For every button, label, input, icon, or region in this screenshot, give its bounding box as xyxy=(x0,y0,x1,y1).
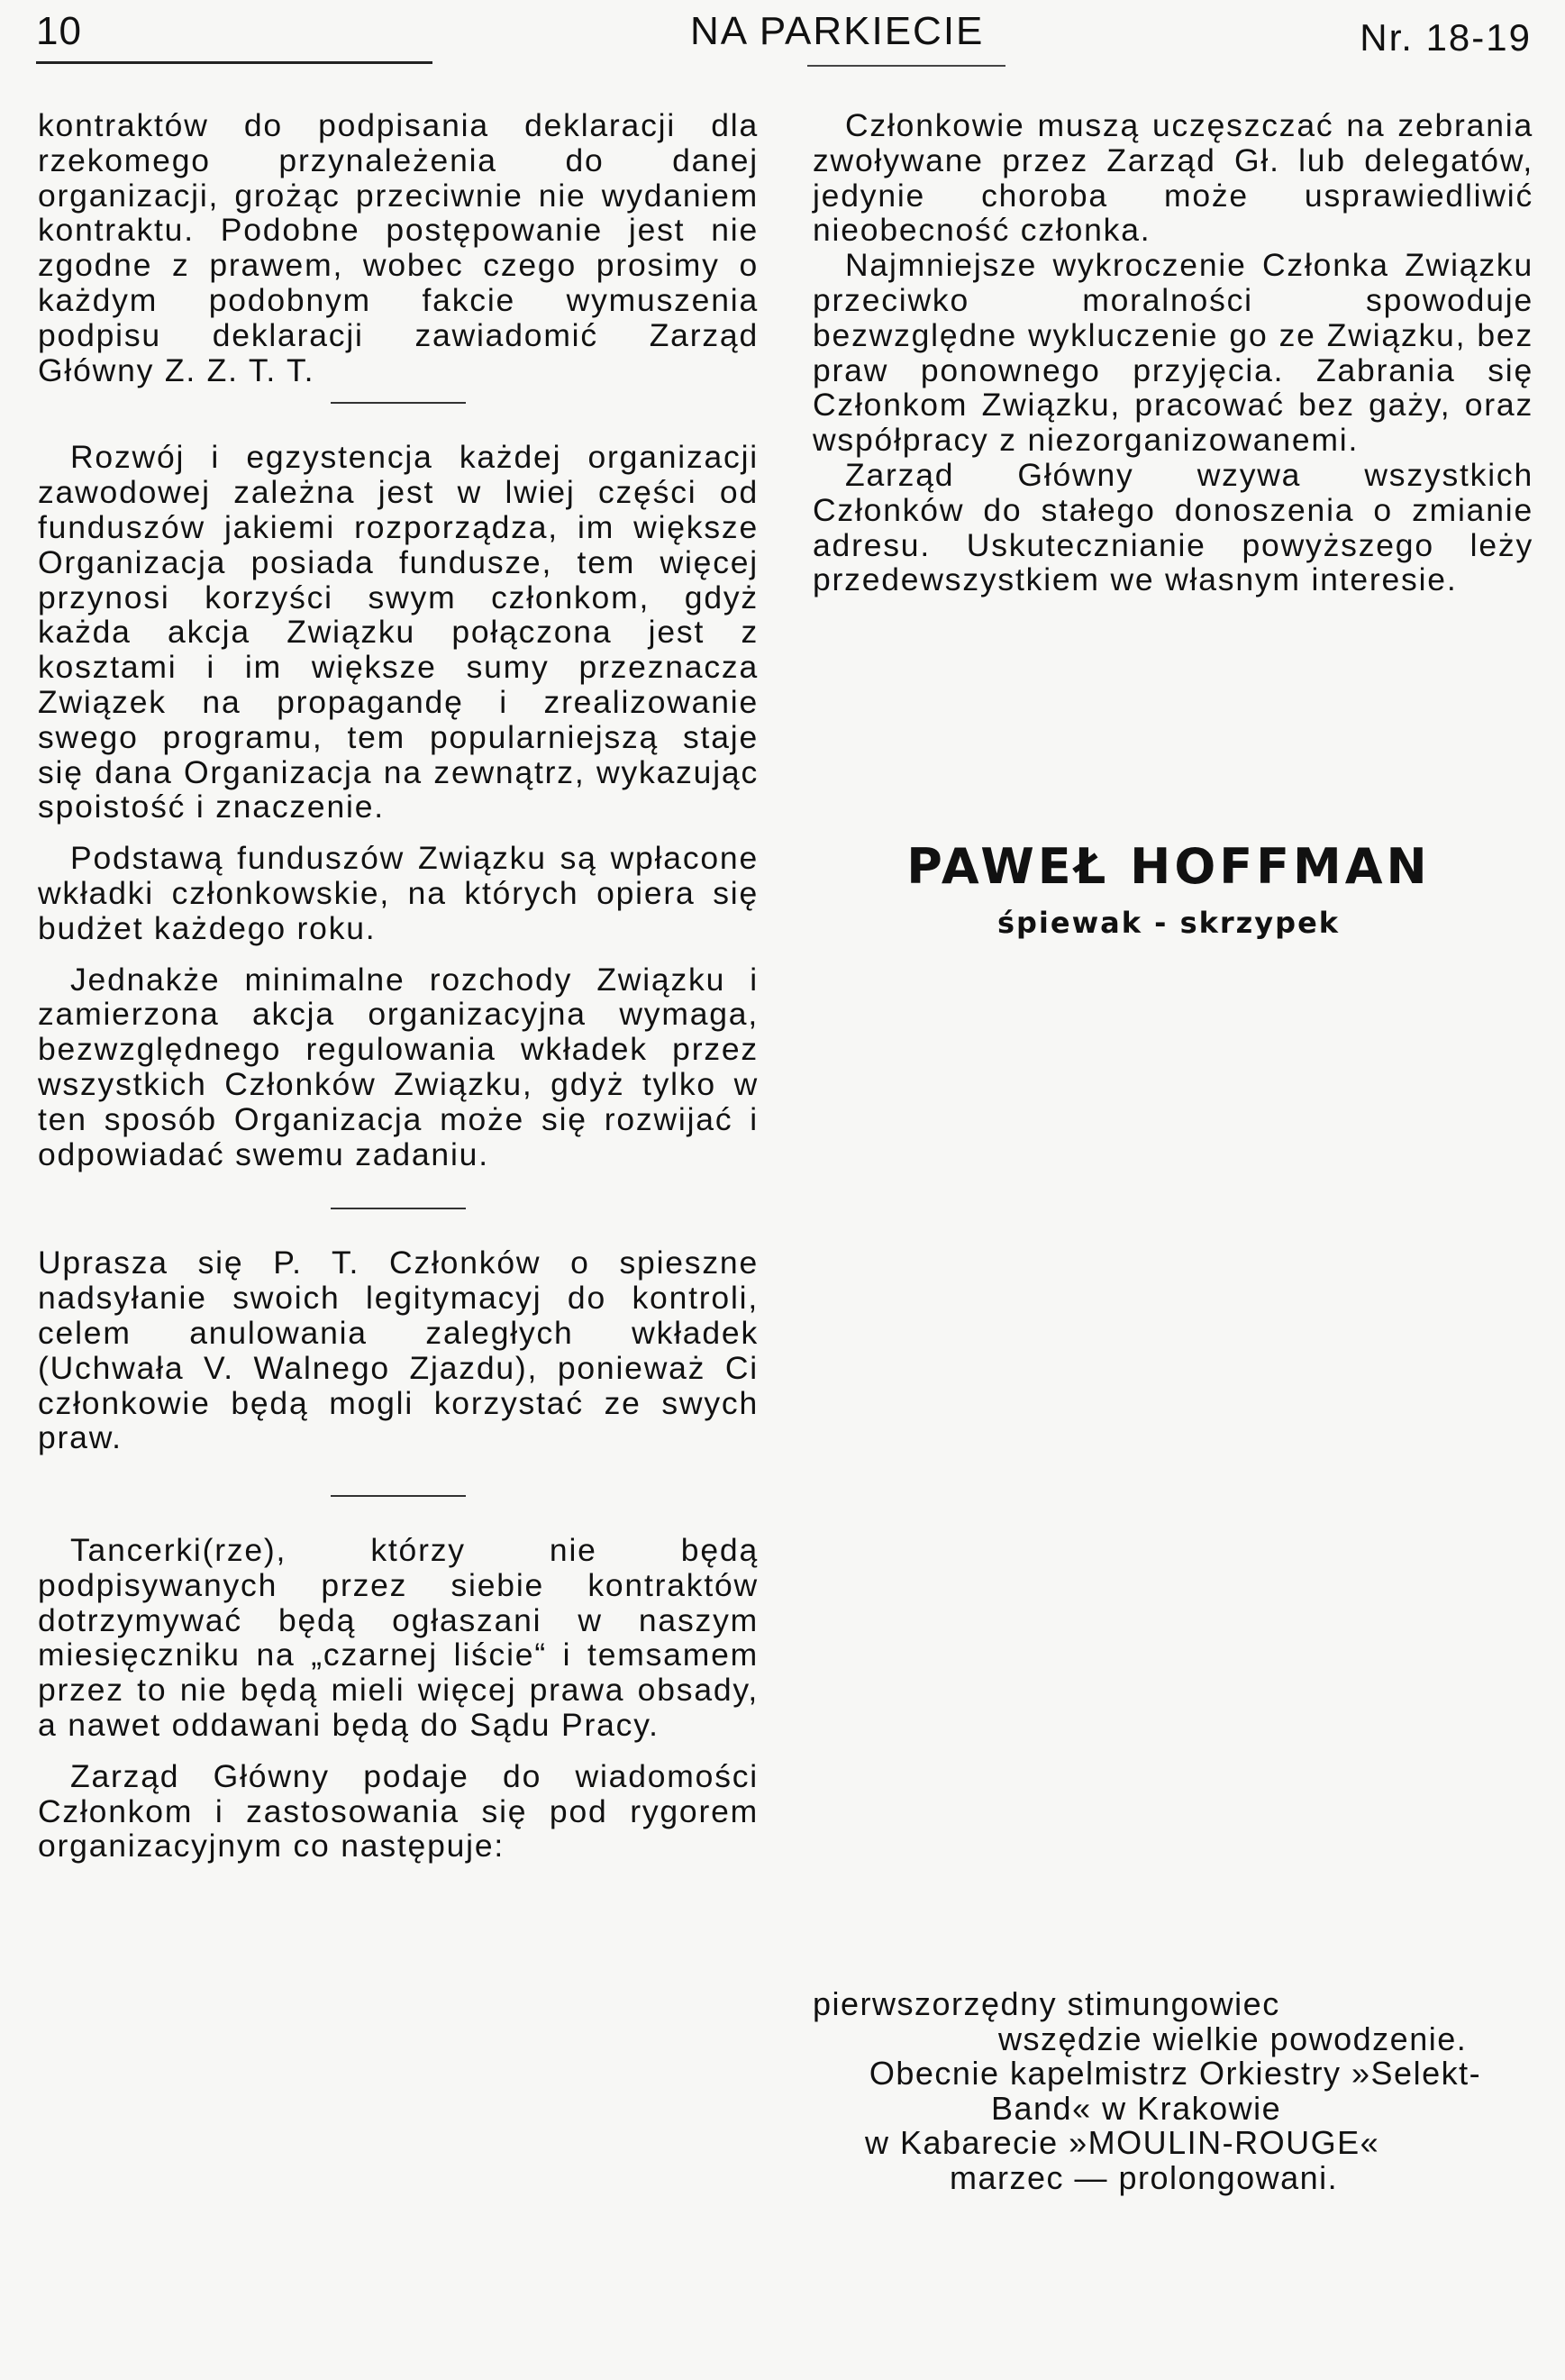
article-paragraph: Członkowie muszą uczęszczać na zebrania zwoływane przez Zarząd Gł. lub delegatów, jedynie choroba może usprawiedliwić nieobecność członka. xyxy=(813,107,1533,249)
advertisement-role: śpiewak - skrzypek xyxy=(996,906,1341,940)
section-separator xyxy=(331,402,466,404)
left-column xyxy=(38,108,759,1864)
article-paragraph: Tancerki(rze), którzy nie będą podpisywanych przez siebie kontraktów dotrzymywać będą ogłaszani w naszym miesięczniku na „czarnej liście“ i temsamem przez to nie będą mieli więcej prawa obsady, a nawet oddawani będą do Sądu Pracy. xyxy=(38,1532,759,1744)
periodical-title: NA PARKIECIE xyxy=(690,9,985,53)
issue-number: Nr. 18-19 xyxy=(1360,16,1532,59)
advertisement-name: PAWEŁ HOFFMAN xyxy=(906,838,1431,895)
article-paragraph: Najmniejsze wykroczenie Członka Związku przeciwko moralności spowoduje bezwzględne wykluczenie go ze Związku, bez praw ponownego przyjęcia. Zabrania się Członkom Związku, pracować bez gaży, oraz współpracy z niezorganizowanemi. xyxy=(813,247,1533,459)
right-column xyxy=(813,108,1533,597)
header-rule-title xyxy=(807,65,1005,67)
header-rule-left xyxy=(36,61,432,64)
article-paragraph: Rozwój i egzystencja każdej organizacji zawodowej zależna jest w lwiej części od funduszów jakiemi rozporządza, im większe Organizacja posiada fundusze, tem więcej przynosi korzyści swym członkom, gdyż każda akcja Związku połączona jest z kosztami i im większe sumy przeznacza Związek na propagandę i zrealizowanie swego programu, tem popularniejszą staje się dana Organizacja na zewnątrz, wykazując spoistość i znaczenie. xyxy=(38,439,759,825)
article-paragraph: Zarząd Główny podaje do wiadomości Członkom i zastosowania się pod rygorem organizacyjnym co następuje: xyxy=(38,1757,759,1865)
article-paragraph: Jednakże minimalne rozchody Związku i zamierzona akcja organizacyjna wymaga, bezwzględnego regulowania wkładek przez wszystkich Członków Związku, gdyż tylko w ten sposób Organizacja może się rozwijać i odpowiadać swemu zadaniu. xyxy=(38,961,759,1172)
article-paragraph: Podstawą funduszów Związku są wpłacone wkładki członkowskie, na których opiera się budżet każdego roku. xyxy=(38,840,759,946)
page-number: 10 xyxy=(36,9,82,53)
ad-line: Obecnie kapelmistrz Orkiestry »Selekt- xyxy=(869,2055,1482,2093)
article-paragraph: kontraktów do podpisania deklaracji dla rzekomego przynależenia do danej organizacji, grożąc przeciwnie nie wydaniem kontraktu. Podobne postępowanie jest nie zgodne z prawem, wobec czego prosimy o każdym podobnym fakcie wymuszenia podpisu deklaracji zawiadomić Zarząd Główny Z. Z. T. T. xyxy=(38,107,759,388)
section-separator xyxy=(331,1495,466,1497)
ad-line: marzec — prolongowani. xyxy=(950,2158,1339,2196)
conductor-advertisement xyxy=(813,1987,1538,2196)
article-paragraph: Zarząd Główny wzywa wszystkich Członków do stałego donoszenia o zmianie adresu. Uskutecznianie powyższego leży przedewszystkiem we własnym interesie. xyxy=(813,456,1533,598)
section-separator xyxy=(331,1208,466,1209)
ad-line: pierwszorzędny stimungowiec xyxy=(813,1985,1280,2022)
ad-line: w Kabarecie »MOULIN-ROUGE« xyxy=(865,2124,1380,2162)
article-paragraph: Uprasza się P. T. Członków o spieszne nadsyłanie swoich legitymacyj do kontroli, celem anulowania zaległych wkładek (Uchwała V. Walnego Zjazdu), ponieważ Ci członkowie będą mogli korzystać ze swych praw. xyxy=(38,1245,759,1456)
ad-line: wszędzie wielkie powodzenie. xyxy=(998,2020,1468,2057)
ad-line: Band« w Krakowie xyxy=(991,2089,1282,2127)
page-header xyxy=(36,9,1532,72)
